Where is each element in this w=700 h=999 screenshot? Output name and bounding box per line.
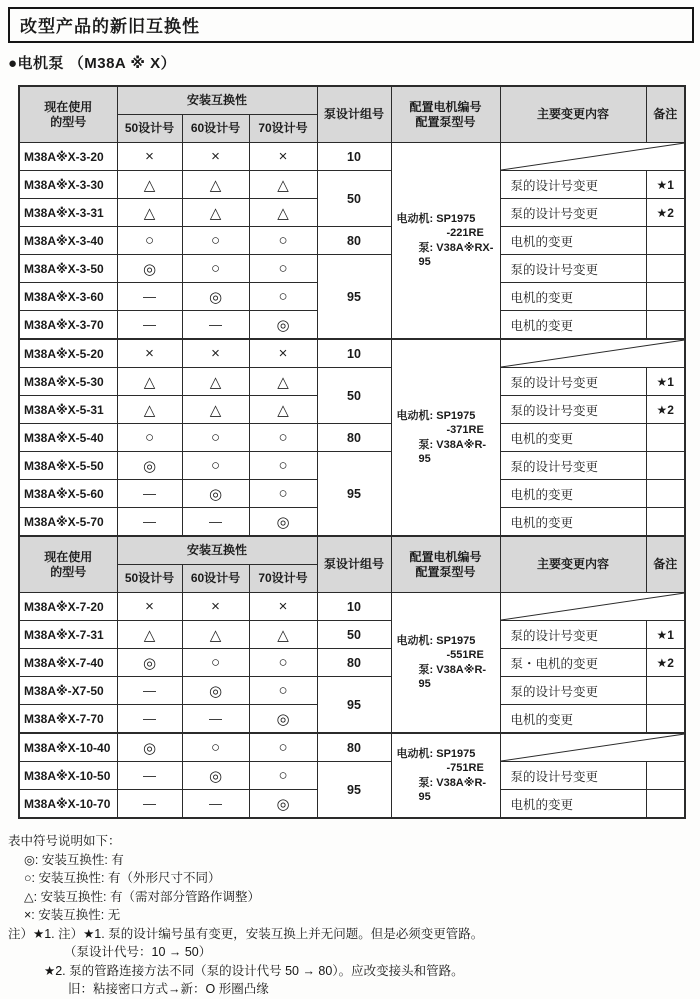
compat-d60-cell: ○ bbox=[182, 424, 249, 452]
model-cell: M38A※X-10-40 bbox=[19, 733, 117, 762]
pump-line bbox=[397, 663, 498, 692]
change-cell: 电机的变更 bbox=[500, 311, 646, 340]
note-line: 注）★1. 注）★1. 泵的设计编号虽有变更，安装互换上并无问题。但是必须变更管路。 bbox=[8, 926, 484, 941]
model-cell: M38A※X-7-40 bbox=[19, 649, 117, 677]
pump-group-cell: 95 bbox=[317, 762, 391, 819]
motor-line bbox=[397, 747, 498, 761]
compat-d60-cell: — bbox=[182, 790, 249, 819]
pump-label: 泵: bbox=[418, 776, 434, 789]
pump-group-cell: 50 bbox=[317, 368, 391, 424]
compat-d50-cell: — bbox=[117, 283, 182, 311]
table-row bbox=[19, 227, 685, 255]
diagonal-cell bbox=[500, 143, 685, 171]
compat-d60-cell: — bbox=[182, 705, 249, 734]
compat-d70-cell: ◎ bbox=[249, 508, 317, 537]
change-cell: 泵的设计号变更 bbox=[500, 255, 646, 283]
model-cell: M38A※X-3-50 bbox=[19, 255, 117, 283]
change-cell: 泵・电机的变更 bbox=[500, 649, 646, 677]
change-cell: 电机的变更 bbox=[500, 508, 646, 537]
model-cell: M38A※X-5-50 bbox=[19, 452, 117, 480]
compat-d50-cell: — bbox=[117, 677, 182, 705]
remark-cell bbox=[646, 255, 685, 283]
compat-d60-cell: ○ bbox=[182, 255, 249, 283]
model-cell: M38A※X-3-31 bbox=[19, 199, 117, 227]
remark-cell bbox=[646, 705, 685, 734]
compat-d60-cell: ◎ bbox=[182, 480, 249, 508]
compat-d50-cell: △ bbox=[117, 396, 182, 424]
diagonal-line-icon bbox=[501, 340, 685, 367]
remark-cell bbox=[646, 311, 685, 340]
compat-d70-cell: ○ bbox=[249, 677, 317, 705]
motor-pump-cell bbox=[391, 593, 500, 734]
pump-group-cell: 10 bbox=[317, 593, 391, 621]
col-header-design-2: 60设计号 bbox=[182, 115, 249, 143]
pump-line bbox=[397, 438, 498, 467]
remark-cell bbox=[646, 424, 685, 452]
col-header-motor-pump-line: 配置电机编号 bbox=[409, 549, 482, 564]
compat-d70-cell: △ bbox=[249, 396, 317, 424]
col-header-motor-pump bbox=[391, 86, 500, 143]
compat-d70-cell: ○ bbox=[249, 255, 317, 283]
table-row bbox=[19, 368, 685, 396]
compat-d60-cell: × bbox=[182, 339, 249, 368]
model-cell: M38A※X-3-40 bbox=[19, 227, 117, 255]
col-header-motor-pump-line: 配置泵型号 bbox=[415, 564, 476, 579]
pump-group-cell: 50 bbox=[317, 621, 391, 649]
motor-line bbox=[397, 409, 498, 423]
legend-notes bbox=[8, 832, 700, 999]
diagonal-line-icon bbox=[501, 143, 685, 170]
pump-group-cell: 80 bbox=[317, 733, 391, 762]
compat-d60-cell: △ bbox=[182, 396, 249, 424]
compat-table-body bbox=[19, 86, 685, 818]
model-cell: M38A※X-5-70 bbox=[19, 508, 117, 537]
diagonal-cell bbox=[500, 593, 685, 621]
change-cell: 电机的变更 bbox=[500, 283, 646, 311]
remark-cell bbox=[646, 677, 685, 705]
compat-d70-cell: ◎ bbox=[249, 311, 317, 340]
motor-suffix-line bbox=[397, 423, 498, 437]
compat-d60-cell: △ bbox=[182, 621, 249, 649]
diagonal-line-icon bbox=[501, 593, 685, 620]
remark-cell bbox=[646, 480, 685, 508]
motor-label: 电动机: bbox=[396, 409, 434, 422]
compat-d70-cell: × bbox=[249, 593, 317, 621]
compat-d70-cell: × bbox=[249, 143, 317, 171]
model-cell: M38A※X-5-40 bbox=[19, 424, 117, 452]
compat-d50-cell: △ bbox=[117, 368, 182, 396]
table-row bbox=[19, 621, 685, 649]
change-cell: 泵的设计号变更 bbox=[500, 762, 646, 790]
motor-model: SP1975 bbox=[436, 409, 476, 422]
motor-line bbox=[397, 212, 498, 226]
motor-suffix: -551RE bbox=[446, 649, 484, 662]
col-header-design-3: 70设计号 bbox=[249, 565, 317, 593]
pump-label: 泵: bbox=[418, 241, 434, 254]
motor-label: 电动机: bbox=[396, 747, 434, 760]
compat-d70-cell: ○ bbox=[249, 227, 317, 255]
change-cell: 泵的设计号变更 bbox=[500, 396, 646, 424]
page-title: 改型产品的新旧互换性 bbox=[8, 7, 694, 43]
note-line: ○: 安装互换性: 有（外形尺寸不同） bbox=[24, 871, 221, 885]
col-header-remarks: 备注 bbox=[646, 536, 685, 593]
table-row bbox=[19, 733, 685, 762]
compat-d60-cell: ○ bbox=[182, 227, 249, 255]
motor-pump-cell bbox=[391, 733, 500, 818]
note-line: ×: 安装互换性: 无 bbox=[24, 908, 121, 922]
motor-pump-cell bbox=[391, 339, 500, 536]
compat-d70-cell: △ bbox=[249, 199, 317, 227]
motor-model: SP1975 bbox=[436, 634, 476, 647]
model-cell: M38A※X-7-20 bbox=[19, 593, 117, 621]
pump-model: V38A※R-95 bbox=[418, 776, 487, 803]
compat-d70-cell: △ bbox=[249, 368, 317, 396]
change-cell: 泵的设计号变更 bbox=[500, 171, 646, 199]
motor-suffix: -751RE bbox=[446, 762, 484, 775]
compat-d50-cell: △ bbox=[117, 199, 182, 227]
col-header-motor-pump-line: 配置泵型号 bbox=[415, 114, 476, 129]
remark-cell bbox=[646, 452, 685, 480]
compat-d70-cell: ○ bbox=[249, 733, 317, 762]
compat-d70-cell: ◎ bbox=[249, 705, 317, 734]
change-cell: 电机的变更 bbox=[500, 424, 646, 452]
change-cell: 泵的设计号变更 bbox=[500, 368, 646, 396]
model-cell: M38A※X-3-60 bbox=[19, 283, 117, 311]
diagonal-line-icon bbox=[501, 734, 685, 761]
col-header-current-model-line: 现在使用 bbox=[44, 549, 93, 564]
model-cell: M38A※X-10-50 bbox=[19, 762, 117, 790]
col-header-current-model bbox=[19, 536, 117, 593]
change-cell: 电机的变更 bbox=[500, 480, 646, 508]
col-header-design-2: 60设计号 bbox=[182, 565, 249, 593]
table-header-row-1 bbox=[19, 536, 685, 565]
motor-line bbox=[397, 634, 498, 648]
model-cell: M38A※-X7-50 bbox=[19, 677, 117, 705]
compat-d50-cell: — bbox=[117, 480, 182, 508]
model-cell: M38A※X-7-31 bbox=[19, 621, 117, 649]
compat-d60-cell: × bbox=[182, 593, 249, 621]
note-line: ◎: 安装互换性: 有 bbox=[24, 852, 124, 867]
note-line: 旧：粘接密口方式→新：O 形圈凸缘 bbox=[68, 982, 269, 996]
change-cell: 泵的设计号变更 bbox=[500, 452, 646, 480]
compat-d50-cell: × bbox=[117, 143, 182, 171]
compat-d60-cell: ◎ bbox=[182, 677, 249, 705]
diagonal-cell bbox=[500, 733, 685, 762]
compat-d50-cell: ◎ bbox=[117, 452, 182, 480]
model-cell: M38A※X-5-30 bbox=[19, 368, 117, 396]
pump-model: V38A※R-95 bbox=[418, 438, 487, 465]
col-header-main-changes: 主要变更内容 bbox=[500, 536, 646, 593]
compat-d50-cell: ◎ bbox=[117, 255, 182, 283]
compat-d50-cell: — bbox=[117, 790, 182, 819]
compat-d50-cell: × bbox=[117, 339, 182, 368]
col-header-current-model-line: 的型号 bbox=[50, 114, 87, 129]
remark-cell: ★2 bbox=[646, 199, 685, 227]
change-cell: 泵的设计号变更 bbox=[500, 199, 646, 227]
compat-d50-cell: ○ bbox=[117, 424, 182, 452]
compat-d50-cell: ◎ bbox=[117, 733, 182, 762]
motor-label: 电动机: bbox=[396, 634, 434, 647]
table-row bbox=[19, 424, 685, 452]
motor-model: SP1975 bbox=[436, 212, 476, 225]
table-row bbox=[19, 762, 685, 790]
motor-model: SP1975 bbox=[436, 747, 476, 760]
table-row bbox=[19, 255, 685, 283]
compat-d60-cell: △ bbox=[182, 171, 249, 199]
table-row bbox=[19, 677, 685, 705]
motor-label: 电动机: bbox=[396, 212, 434, 225]
pump-line bbox=[397, 776, 498, 805]
motor-suffix-line bbox=[397, 226, 498, 240]
col-header-pump-design-group: 泵设计组号 bbox=[317, 86, 391, 143]
compat-d60-cell: ◎ bbox=[182, 762, 249, 790]
change-cell: 电机的变更 bbox=[500, 227, 646, 255]
compat-d70-cell: ○ bbox=[249, 649, 317, 677]
compat-d50-cell: — bbox=[117, 508, 182, 537]
compat-d50-cell: — bbox=[117, 705, 182, 734]
col-header-design-1: 50设计号 bbox=[117, 115, 182, 143]
remark-cell: ★2 bbox=[646, 396, 685, 424]
col-header-current-model bbox=[19, 86, 117, 143]
compat-d50-cell: △ bbox=[117, 171, 182, 199]
col-header-install-compat: 安装互换性 bbox=[117, 536, 317, 565]
pump-group-cell: 10 bbox=[317, 339, 391, 368]
model-cell: M38A※X-5-31 bbox=[19, 396, 117, 424]
motor-suffix: -221RE bbox=[446, 227, 484, 240]
remark-cell: ★1 bbox=[646, 621, 685, 649]
pump-group-cell: 80 bbox=[317, 227, 391, 255]
col-header-remarks: 备注 bbox=[646, 86, 685, 143]
compat-d50-cell: ◎ bbox=[117, 649, 182, 677]
pump-group-cell: 95 bbox=[317, 255, 391, 340]
pump-model: V38A※RX-95 bbox=[418, 241, 494, 268]
compat-d60-cell: △ bbox=[182, 368, 249, 396]
model-cell: M38A※X-3-30 bbox=[19, 171, 117, 199]
table-row bbox=[19, 593, 685, 621]
compat-d60-cell: ◎ bbox=[182, 283, 249, 311]
pump-group-cell: 95 bbox=[317, 677, 391, 734]
motor-suffix-line bbox=[397, 761, 498, 775]
change-cell: 电机的变更 bbox=[500, 705, 646, 734]
model-cell: M38A※X-3-20 bbox=[19, 143, 117, 171]
col-header-motor-pump-line: 配置电机编号 bbox=[409, 99, 482, 114]
remark-cell bbox=[646, 283, 685, 311]
table-header-row-1 bbox=[19, 86, 685, 115]
change-cell: 电机的变更 bbox=[500, 790, 646, 819]
compat-d70-cell: ◎ bbox=[249, 790, 317, 819]
compat-d60-cell: ○ bbox=[182, 452, 249, 480]
col-header-main-changes: 主要变更内容 bbox=[500, 86, 646, 143]
remark-cell bbox=[646, 227, 685, 255]
pump-label: 泵: bbox=[418, 663, 434, 676]
pump-model: V38A※R-95 bbox=[418, 663, 487, 690]
table-row bbox=[19, 452, 685, 480]
change-cell: 泵的设计号变更 bbox=[500, 677, 646, 705]
col-header-install-compat: 安装互换性 bbox=[117, 86, 317, 115]
compat-d70-cell: ○ bbox=[249, 283, 317, 311]
compat-d60-cell: — bbox=[182, 311, 249, 340]
remark-cell bbox=[646, 508, 685, 537]
compat-d50-cell: — bbox=[117, 311, 182, 340]
compat-table bbox=[18, 85, 686, 819]
col-header-current-model-line: 现在使用 bbox=[44, 99, 93, 114]
pump-group-cell: 95 bbox=[317, 452, 391, 537]
change-cell: 泵的设计号变更 bbox=[500, 621, 646, 649]
remark-cell bbox=[646, 762, 685, 790]
model-cell: M38A※X-7-70 bbox=[19, 705, 117, 734]
compat-d70-cell: ○ bbox=[249, 424, 317, 452]
motor-pump-cell bbox=[391, 143, 500, 340]
col-header-design-3: 70设计号 bbox=[249, 115, 317, 143]
model-cell: M38A※X-10-70 bbox=[19, 790, 117, 819]
compat-d70-cell: △ bbox=[249, 171, 317, 199]
pump-group-cell: 80 bbox=[317, 649, 391, 677]
pump-group-cell: 50 bbox=[317, 171, 391, 227]
compat-d60-cell: ○ bbox=[182, 733, 249, 762]
note-line: 表中符号说明如下： bbox=[8, 834, 121, 848]
model-cell: M38A※X-3-70 bbox=[19, 311, 117, 340]
compat-d50-cell: — bbox=[117, 762, 182, 790]
motor-suffix-line bbox=[397, 648, 498, 662]
compat-d70-cell: × bbox=[249, 339, 317, 368]
section-subtitle: ●电机泵 （M38A ※ X） bbox=[8, 55, 177, 72]
remark-cell bbox=[646, 790, 685, 819]
compat-d50-cell: △ bbox=[117, 621, 182, 649]
compat-d70-cell: △ bbox=[249, 621, 317, 649]
model-cell: M38A※X-5-60 bbox=[19, 480, 117, 508]
note-line: △: 安装互换性: 有（需对部分管路作调整） bbox=[24, 889, 261, 904]
pump-label: 泵: bbox=[418, 438, 434, 451]
col-header-motor-pump bbox=[391, 536, 500, 593]
remark-cell: ★1 bbox=[646, 171, 685, 199]
compat-d70-cell: ○ bbox=[249, 452, 317, 480]
compat-d50-cell: ○ bbox=[117, 227, 182, 255]
compat-d70-cell: ○ bbox=[249, 480, 317, 508]
table-row bbox=[19, 171, 685, 199]
compat-d70-cell: ○ bbox=[249, 762, 317, 790]
table-row bbox=[19, 339, 685, 368]
compat-d60-cell: × bbox=[182, 143, 249, 171]
model-cell: M38A※X-5-20 bbox=[19, 339, 117, 368]
table-row bbox=[19, 649, 685, 677]
table-row bbox=[19, 143, 685, 171]
pump-group-cell: 80 bbox=[317, 424, 391, 452]
col-header-pump-design-group: 泵设计组号 bbox=[317, 536, 391, 593]
note-line: ★2. 泵的管路连接方法不同（泵的设计代号 50 → 80）。应改变接头和管路。 bbox=[44, 963, 464, 978]
motor-suffix: -371RE bbox=[446, 424, 484, 437]
compat-d60-cell: — bbox=[182, 508, 249, 537]
col-header-current-model-line: 的型号 bbox=[50, 564, 87, 579]
col-header-design-1: 50设计号 bbox=[117, 565, 182, 593]
remark-cell: ★1 bbox=[646, 368, 685, 396]
remark-cell: ★2 bbox=[646, 649, 685, 677]
pump-group-cell: 10 bbox=[317, 143, 391, 171]
compat-d60-cell: ○ bbox=[182, 649, 249, 677]
note-line: （泵设计代号：10 → 50） bbox=[64, 945, 212, 959]
pump-line bbox=[397, 241, 498, 270]
compat-d60-cell: △ bbox=[182, 199, 249, 227]
diagonal-cell bbox=[500, 339, 685, 368]
compat-d50-cell: × bbox=[117, 593, 182, 621]
